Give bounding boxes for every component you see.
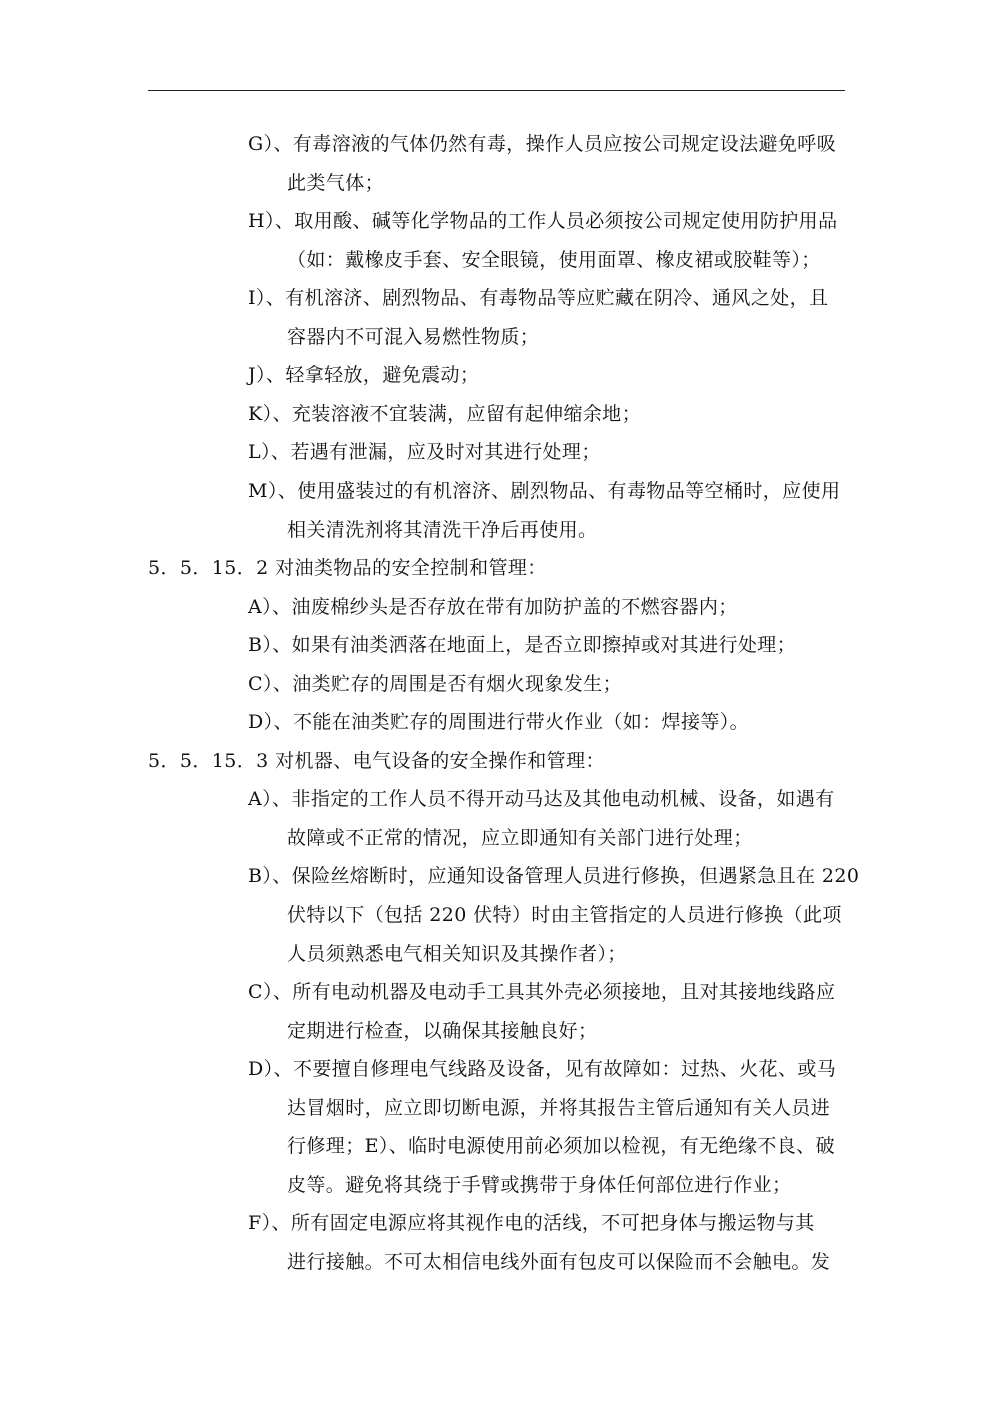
list-item-continuation: 人员须熟悉电气相关知识及其操作者）； bbox=[287, 942, 627, 965]
list-item-marker: H）、 bbox=[248, 210, 295, 233]
list-item-text: 若遇有泄漏，应及时对其进行处理； bbox=[290, 441, 601, 464]
list-item-marker: J）、 bbox=[248, 364, 286, 387]
list-item-marker: B）、 bbox=[248, 634, 292, 657]
list-item bbox=[248, 710, 749, 734]
list-item-text: 使用盛装过的有机溶济、剧烈物品、有毒物品等空桶时，应使用 bbox=[297, 479, 841, 502]
list-item bbox=[248, 980, 835, 1004]
list-item bbox=[248, 787, 835, 811]
list-item-marker: L）、 bbox=[248, 441, 291, 464]
list-item-continuation: 故障或不正常的情况，应立即通知有关部门进行处理； bbox=[287, 826, 753, 849]
list-item bbox=[248, 402, 641, 426]
list-item bbox=[248, 595, 738, 619]
list-item-continuation: 容器内不可混入易燃性物质； bbox=[287, 325, 540, 348]
list-item-text: 油类贮存的周围是否有烟火现象发生； bbox=[292, 672, 623, 695]
list-item-marker: G）、 bbox=[248, 133, 293, 155]
list-item-marker: A）、 bbox=[248, 595, 292, 618]
list-item bbox=[248, 633, 796, 657]
list-item-marker: D）、 bbox=[248, 711, 293, 734]
list-item-continuation: 伏特以下（包括 220 伏特）时由主管指定的人员进行修换（此项 bbox=[287, 904, 842, 926]
list-item-text: 取用酸、碱等化学物品的工作人员必须按公司规定使用防护用品 bbox=[294, 210, 838, 233]
list-item-text: 充装溶液不宜装满，应留有起伸缩余地； bbox=[291, 402, 642, 425]
list-item-text: 如果有油类洒落在地面上，是否立即擦掉或对其进行处理； bbox=[291, 634, 797, 657]
list-item-text: 有毒溶液的气体仍然有毒，操作人员应按公司规定设法避免呼吸 bbox=[292, 133, 837, 155]
list-item bbox=[248, 1211, 815, 1235]
list-item-text: 有机溶济、剧烈物品、有毒物品等应贮藏在阴冷、通风之处，且 bbox=[285, 287, 829, 310]
list-item bbox=[248, 363, 479, 387]
list-item-marker: C）、 bbox=[248, 981, 293, 1004]
list-item-continuation: 定期进行检查，以确保其接触良好； bbox=[287, 1019, 598, 1042]
list-item-marker: D）、 bbox=[248, 1058, 293, 1081]
section-heading: 5．5．15．2 对油类物品的安全控制和管理： bbox=[148, 557, 547, 580]
list-item-marker: A）、 bbox=[248, 788, 292, 811]
list-item-text: 轻拿轻放，避免震动； bbox=[285, 364, 480, 387]
list-item-marker: F）、 bbox=[248, 1212, 291, 1235]
list-item-continuation: 进行接触。不可太相信电线外面有包皮可以保险而不会触电。发 bbox=[287, 1250, 831, 1273]
list-item-continuation: 此类气体； bbox=[287, 171, 385, 194]
list-item bbox=[248, 209, 837, 233]
list-item-continuation: 相关清洗剂将其清洗干净后再使用。 bbox=[287, 518, 598, 541]
list-item-text: 非指定的工作人员不得开动马达及其他电动机械、设备，如遇有 bbox=[291, 788, 835, 811]
list-item-continuation: （如：戴橡皮手套、安全眼镜，使用面罩、橡皮裙或胶鞋等）； bbox=[287, 248, 821, 271]
list-item-marker: K）、 bbox=[248, 402, 292, 425]
list-item-continuation: 达冒烟时，应立即切断电源，并将其报告主管后通知有关人员进 bbox=[287, 1096, 831, 1119]
list-item bbox=[248, 286, 828, 310]
list-item-text: 不能在油类贮存的周围进行带火作业（如：焊接等）。 bbox=[292, 711, 750, 734]
list-item bbox=[248, 479, 840, 503]
list-item bbox=[248, 864, 859, 888]
list-item-text: 所有电动机器及电动手工具其外壳必须接地，且对其接地线路应 bbox=[292, 981, 836, 1004]
list-item-marker: M）、 bbox=[248, 479, 298, 502]
list-item bbox=[248, 132, 836, 156]
list-item-marker: I）、 bbox=[248, 287, 286, 310]
list-item-continuation: 行修理；E）、临时电源使用前必须加以检视，有无绝缘不良、破 bbox=[287, 1135, 835, 1158]
list-item-marker: B）、 bbox=[248, 865, 292, 888]
list-item-text: 油废棉纱头是否存放在带有加防护盖的不燃容器内； bbox=[291, 595, 738, 618]
list-item-continuation: 皮等。避免将其绕于手臂或携带于身体任何部位进行作业； bbox=[287, 1173, 792, 1196]
list-item-text: 所有固定电源应将其视作电的活线，不可把身体与搬运物与其 bbox=[290, 1212, 815, 1235]
header-rule bbox=[148, 90, 845, 91]
list-item-text: 保险丝熔断时，应通知设备管理人员进行修换，但遇紧急且在 220 bbox=[291, 865, 860, 888]
list-item-text: 不要擅自修理电气线路及设备，见有故障如：过热、火花、或马 bbox=[292, 1058, 837, 1081]
section-heading: 5．5．15．3 对机器、电气设备的安全操作和管理： bbox=[148, 749, 605, 772]
list-item-marker: C）、 bbox=[248, 672, 293, 695]
list-item bbox=[248, 672, 622, 696]
list-item bbox=[248, 1057, 836, 1081]
list-item bbox=[248, 440, 601, 464]
